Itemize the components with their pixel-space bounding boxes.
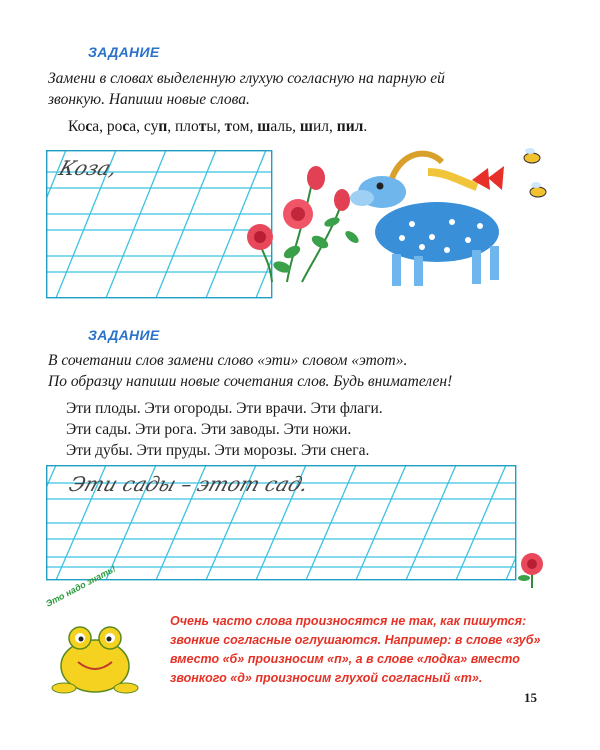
note-line: вместо «б» произносим «п», а в слове «лодка» вместо — [170, 652, 520, 666]
phrase-line: Эти сады. Эти рога. Эти заводы. Эти ножи. — [66, 421, 352, 438]
word-item: плоты, — [175, 118, 225, 135]
note-line: Очень часто слова произносятся не так, как пишутся: — [170, 614, 527, 628]
task1-sample-answer: Коза, — [56, 156, 121, 180]
rose-leaves — [272, 216, 361, 275]
bee-icon — [524, 148, 540, 163]
phrase-line: Эти плоды. Эти огороды. Эти врачи. Эти флаги. — [66, 400, 383, 417]
task2-heading: ЗАДАНИЕ — [88, 327, 160, 343]
word-item: шил, — [299, 118, 337, 135]
rose-icon — [334, 189, 350, 211]
task2-instruction-line1: В сочетании слов замени слово «эти» словом «этот». — [48, 352, 408, 369]
task1-instruction-line1: Замени в словах выделенную глухую согласную на парную ей — [48, 70, 445, 87]
word-item: Коса, — [68, 118, 107, 135]
word-item: том, — [224, 118, 258, 135]
word-item: пил. — [336, 118, 368, 135]
task1-instruction — [48, 68, 445, 110]
rose-icon — [307, 166, 325, 190]
rose-icon — [283, 199, 313, 229]
task2-sample-answer: Эти сады – этот сад. — [66, 472, 312, 496]
rose-icon — [512, 548, 552, 588]
phrase-line: Эти дубы. Эти пруды. Эти морозы. Эти снега. — [66, 442, 370, 459]
task2-phrase-list — [66, 398, 383, 461]
frog-icon — [40, 598, 150, 698]
word-item: роса, — [106, 118, 144, 135]
rose-icon — [247, 224, 273, 250]
task1-word-list — [68, 116, 367, 137]
word-item: суп, — [143, 118, 176, 135]
task1-heading: ЗАДАНИЕ — [88, 44, 160, 60]
word-item: шаль, — [257, 118, 300, 135]
note-badge-text: Это надо знать! — [44, 563, 118, 609]
note-line: звонкого «д» произносим глухой согласный «т». — [170, 671, 483, 685]
goat-roses-illustration — [232, 142, 562, 292]
bee-icon — [530, 182, 546, 197]
spelling-rule-note — [170, 612, 540, 688]
task1-instruction-line2: звонкую. Напиши новые слова. — [48, 91, 250, 108]
task2-instruction-line2: По образцу напиши новые сочетания слов. Будь внимателен! — [48, 373, 453, 390]
task2-instruction — [48, 350, 452, 392]
note-line: звонкие согласные оглушаются. Например: в слове «зуб» — [170, 633, 541, 647]
goat-icon — [350, 154, 504, 286]
page-number: 15 — [524, 690, 537, 705]
